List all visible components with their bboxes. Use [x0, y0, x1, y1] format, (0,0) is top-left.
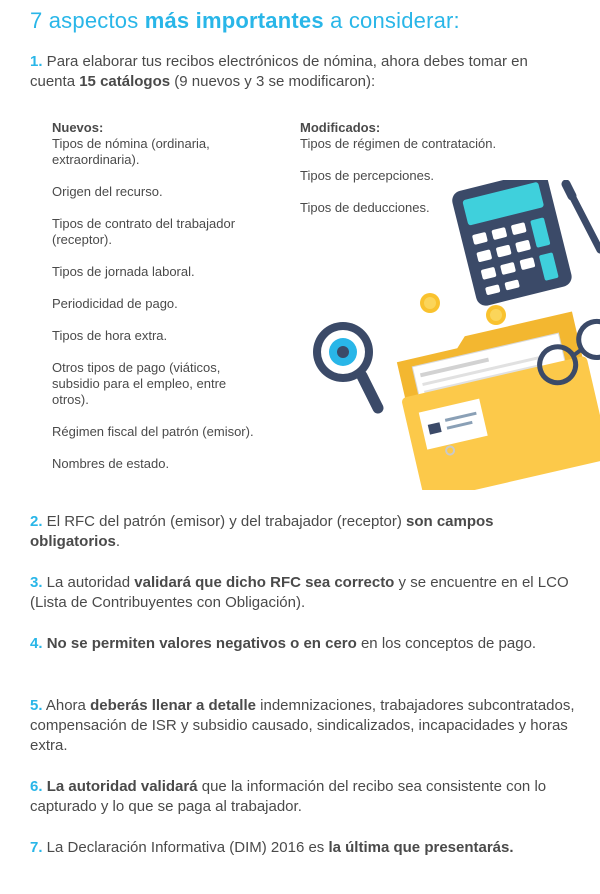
point-number: 6. — [30, 778, 43, 795]
point-1 — [30, 52, 575, 92]
calculator-icon — [450, 180, 574, 308]
point-text: El RFC del patrón (emisor) y del trabajador (receptor) — [42, 513, 406, 530]
point-number: 4. — [30, 635, 43, 652]
point-emphasis: No se permiten valores negativos o en cero — [46, 635, 357, 652]
list-item: Nombres de estado. — [52, 456, 170, 471]
point-number: 7. — [30, 839, 43, 856]
point-4 — [30, 634, 575, 654]
point-text: La autoridad — [42, 574, 135, 591]
office-illustration — [300, 180, 600, 490]
point-text-end: . — [115, 533, 121, 550]
list-item: Tipos de régimen de contratación. — [300, 136, 497, 151]
point-text: La Declaración Informativa (DIM) 2016 es — [42, 839, 329, 856]
point-3 — [30, 573, 575, 613]
point-number: 2. — [30, 513, 43, 530]
list-item: Tipos de deducciones. — [300, 200, 430, 215]
point-emphasis: deberás llenar a detalle — [90, 697, 256, 714]
list-item: Tipos de jornada laboral. — [52, 264, 195, 279]
folder-icon — [391, 311, 600, 490]
point-number: 3. — [30, 574, 43, 591]
page-title — [30, 8, 460, 34]
list-item: Tipos de contrato del trabajador (receptor). — [52, 216, 236, 247]
list-item: Otros tipos de pago (viáticos, subsidio para el empleo, entre otros). — [52, 360, 227, 407]
point-emphasis: la última que presentarás. — [328, 839, 514, 856]
point-5 — [30, 696, 575, 756]
list-item: Tipos de nómina (ordinaria, extraordinaria). — [52, 136, 210, 167]
point-text: Para elaborar tus recibos electrónicos de nómina, ahora debes tomar en cuenta — [30, 53, 528, 90]
nuevos-heading: Nuevos: — [52, 120, 104, 135]
list-item: Tipos de hora extra. — [52, 328, 168, 343]
title-post: a considerar: — [323, 8, 460, 33]
point-number: 5. — [30, 697, 43, 714]
title-pre: 7 aspectos — [30, 8, 145, 33]
list-item: Periodicidad de pago. — [52, 296, 178, 311]
title-bold: más importantes — [144, 8, 324, 33]
list-item: Tipos de percepciones. — [300, 168, 434, 183]
point-text-end: indemnizaciones, trabajadores subcontratados, compensación de ISR y subsidio causado, sindicalizados, incapacidades y horas extra. — [30, 697, 575, 754]
list-item: Origen del recurso. — [52, 184, 163, 199]
point-emphasis: La autoridad validará — [46, 778, 198, 795]
point-2 — [30, 512, 575, 552]
point-text-end: en los conceptos de pago. — [356, 635, 537, 652]
modificados-heading: Modificados: — [300, 120, 381, 135]
list-item: Régimen fiscal del patrón (emisor). — [52, 424, 254, 439]
point-text: Ahora — [42, 697, 91, 714]
magnifying-glass-icon — [313, 322, 378, 408]
point-text-end: que la información del recibo sea consistente con lo capturado y lo que se paga al trabajador. — [30, 778, 547, 815]
point-6 — [30, 777, 575, 817]
point-emphasis: 15 catálogos — [79, 73, 171, 90]
point-text-end: y se encuentre en el LCO (Lista de Contribuyentes con Obligación). — [30, 574, 569, 611]
nuevos-list — [52, 120, 292, 472]
pen-icon — [566, 184, 600, 250]
point-emphasis: validará que dicho RFC sea correcto — [134, 574, 395, 591]
point-text-end: (9 nuevos y 3 se modificaron): — [170, 73, 376, 90]
point-7 — [30, 838, 575, 858]
point-number: 1. — [30, 53, 43, 70]
point-emphasis: son campos obligatorios — [30, 513, 494, 550]
